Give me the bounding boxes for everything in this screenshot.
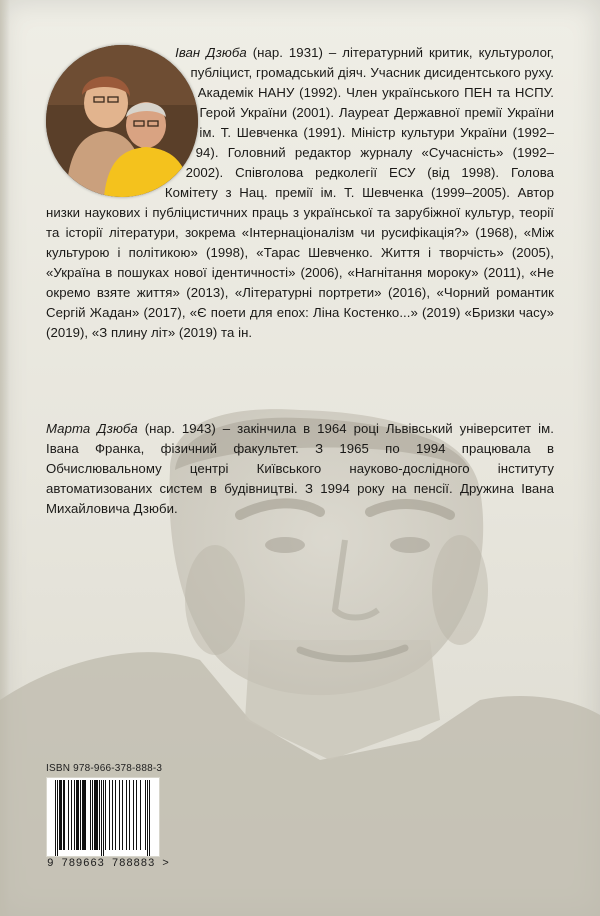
barcode-bar bbox=[59, 780, 60, 850]
barcode-bar bbox=[60, 780, 61, 850]
bio-ivan-dziuba bbox=[46, 43, 554, 343]
bio-marta-name: Марта Дзюба bbox=[46, 421, 138, 436]
barcode-bar bbox=[126, 780, 127, 850]
barcode-bar bbox=[136, 780, 137, 850]
barcode-bar bbox=[68, 780, 69, 850]
barcode-digits: 9 789663 788883 > bbox=[47, 858, 170, 870]
barcode-bar bbox=[95, 780, 96, 850]
barcode-bar bbox=[74, 780, 75, 850]
barcode-bar bbox=[85, 780, 86, 850]
barcode-bar bbox=[55, 780, 56, 856]
barcode-bar bbox=[119, 780, 120, 850]
bio-ivan-name: Іван Дзюба bbox=[175, 45, 247, 60]
barcode-bar bbox=[112, 780, 113, 850]
bio-marta-text: (нар. 1943) – закінчила в 1964 році Львівський університет ім. Івана Франка, фізичний факультет. З 1965 по 1994 працювала в Обчислювальному центрі Київського науково-дослідного інституту автоматизованих систем в будівництві. З 1994 року на пенсії. Дружина Івана Михайловича Дзюби. bbox=[46, 421, 554, 516]
barcode-bar bbox=[80, 780, 81, 850]
barcode-bar bbox=[63, 780, 64, 850]
barcode-bar bbox=[64, 780, 65, 850]
barcode-bar bbox=[57, 780, 58, 856]
barcode-bar bbox=[109, 780, 110, 850]
bio-marta-dziuba bbox=[46, 419, 554, 519]
barcode-bar bbox=[90, 780, 91, 850]
barcode-bar bbox=[99, 780, 100, 850]
barcode-bar bbox=[115, 780, 116, 850]
photo-wrap-spacer bbox=[40, 43, 192, 195]
barcode-bar bbox=[76, 780, 77, 850]
barcode-bar bbox=[96, 780, 97, 850]
isbn-label: ISBN 978-966-378-888-3 bbox=[46, 763, 163, 774]
barcode-bar bbox=[92, 780, 93, 850]
barcode-bar bbox=[82, 780, 83, 850]
barcode-bar bbox=[105, 780, 106, 850]
barcode-bar bbox=[147, 780, 148, 856]
barcode-bar bbox=[122, 780, 123, 850]
barcode-bar bbox=[61, 780, 62, 850]
barcode-bar bbox=[145, 780, 146, 850]
barcode-bar bbox=[94, 780, 95, 850]
barcode-bar bbox=[133, 780, 134, 850]
barcode bbox=[46, 777, 160, 857]
barcode-bar bbox=[140, 780, 141, 850]
barcode-bar bbox=[129, 780, 130, 850]
bio-ivan-text: (нар. 1931) – літературний критик, культуролог, публіцист, громадський діяч. Учасник дисидентського руху. Академік НАНУ (1992). Член українського ПЕН та НСПУ. Герой України (2001). Лауреат Державної премії України ім. Т. Шевченка (1991). Міністр культури України (1992–94). Головний редактор журналу «Сучасність» (1992–2002). Співголова редколегії ЕСУ (від 1998). Голова Комітету з Нац. премії ім. Т. Шевченка (1999–2005). Автор низки наукових і публіцистичних праць з української та зарубіжної культур, теорії та історії літератури, зокрема «Інтернаціоналізм чи русифікація?» (1968), «Між культурою і політикою» (1998), «Тарас Шевченко. Життя і творчість» (2005), «Україна в пошуках нової ідентичності» (2006), «Нагнітання мороку» (2011), «Не окремо взяте життя» (2013), «Літературні портрети» (2016), «Чорний романтик Сергій Жадан» (2017), «Є поети для епох: Ліна Костенко...» (2019) «Бризки часу» (2019), «З плину літ» (2019) та ін. bbox=[46, 45, 554, 340]
barcode-bar bbox=[101, 780, 102, 856]
barcode-bar bbox=[83, 780, 84, 850]
barcode-bar bbox=[84, 780, 85, 850]
barcode-bar bbox=[77, 780, 78, 850]
barcode-bars bbox=[47, 778, 159, 856]
barcode-bar bbox=[78, 780, 79, 850]
barcode-bar bbox=[103, 780, 104, 856]
barcode-bar bbox=[71, 780, 72, 850]
barcode-bar bbox=[97, 780, 98, 850]
barcode-bar bbox=[149, 780, 150, 856]
